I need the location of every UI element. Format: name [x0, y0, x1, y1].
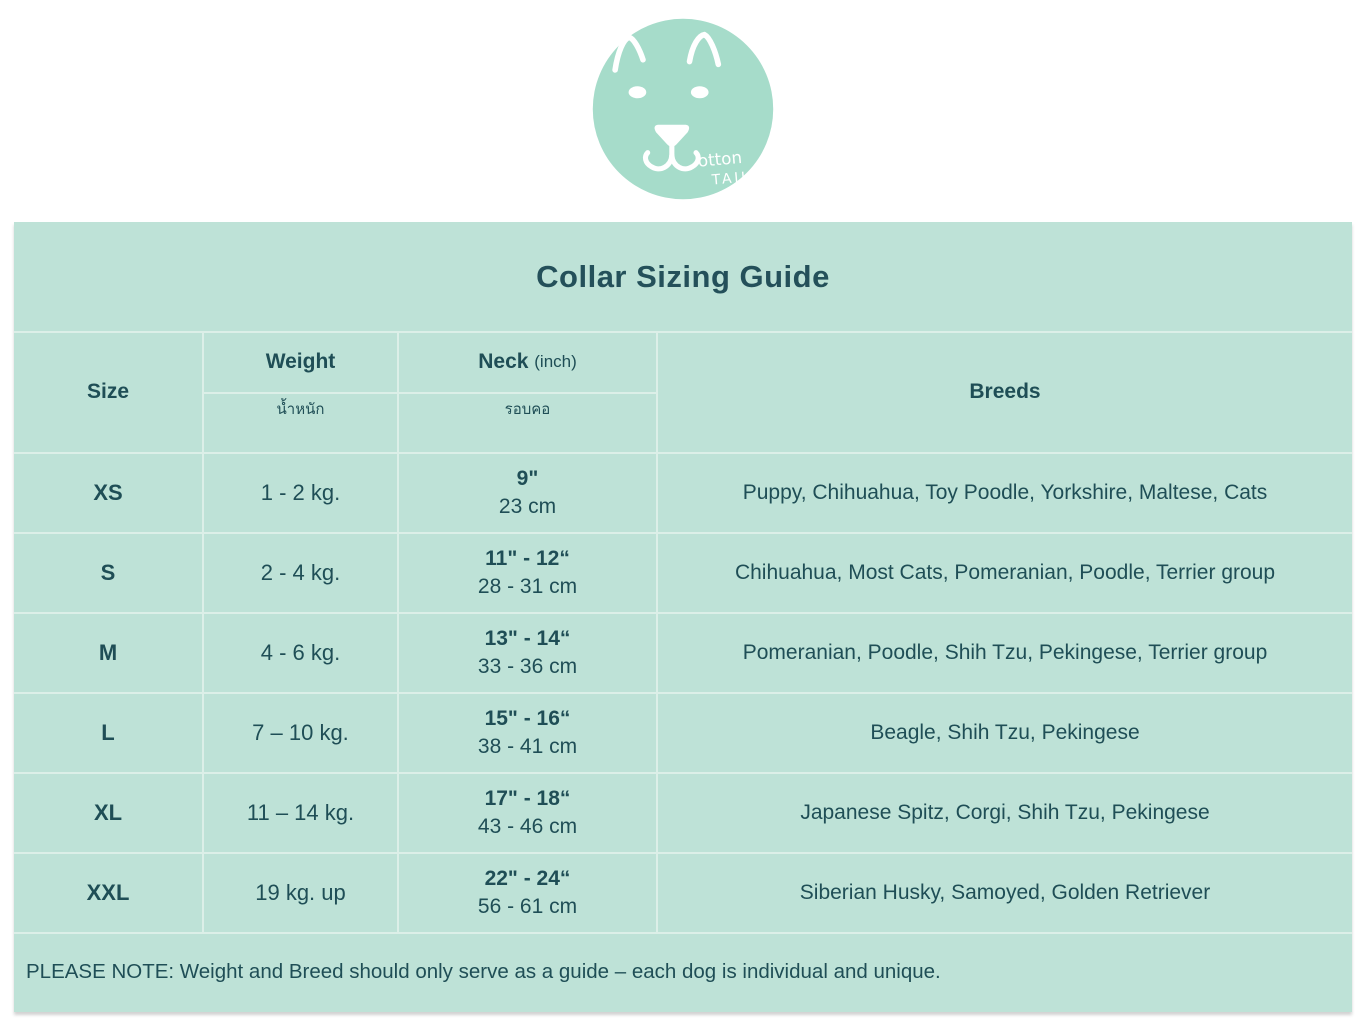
- breeds-cell: Siberian Husky, Samoyed, Golden Retriever: [656, 852, 1352, 932]
- weight-cell: 7 – 10 kg.: [202, 692, 397, 772]
- neck-centimeters: 43 - 46 cm: [477, 815, 578, 838]
- size-cell: M: [14, 612, 202, 692]
- breeds-cell: Japanese Spitz, Corgi, Shih Tzu, Pekingese: [656, 772, 1352, 852]
- neck-cell: [397, 772, 656, 852]
- size-cell: L: [14, 692, 202, 772]
- neck-inches: 17" - 18“: [484, 786, 571, 810]
- neck-cell: [397, 692, 656, 772]
- size-cell: S: [14, 532, 202, 612]
- note-text: PLEASE NOTE: Weight and Breed should only serve as a guide – each dog is individual and unique.: [14, 932, 1352, 1009]
- neck-inches: 11" - 12“: [485, 546, 570, 570]
- neck-cell: [397, 532, 656, 612]
- page-title: Collar Sizing Guide: [536, 258, 830, 294]
- logo-word-tail: TAIL: [711, 169, 753, 189]
- weight-cell: 4 - 6 kg.: [202, 612, 397, 692]
- size-cell: XL: [14, 772, 202, 852]
- neck-centimeters: 38 - 41 cm: [477, 735, 578, 758]
- col-header-breeds: Breeds: [656, 331, 1352, 452]
- neck-inches: 9": [516, 466, 539, 490]
- neck-inches: 13" - 14“: [484, 626, 571, 650]
- neck-centimeters: 28 - 31 cm: [477, 575, 578, 598]
- weight-cell: 2 - 4 kg.: [202, 532, 397, 612]
- weight-cell: 19 kg. up: [202, 852, 397, 932]
- weight-cell: 1 - 2 kg.: [202, 452, 397, 532]
- breeds-cell: Puppy, Chihuahua, Toy Poodle, Yorkshire, Maltese, Cats: [656, 452, 1352, 532]
- weight-header-label: Weight: [265, 350, 336, 374]
- neck-cell: [397, 612, 656, 692]
- sizing-guide-card: [14, 222, 1352, 1012]
- eye-left-icon: [629, 86, 647, 98]
- size-cell: XS: [14, 452, 202, 532]
- neck-centimeters: 23 cm: [498, 495, 557, 518]
- neck-centimeters: 56 - 61 cm: [477, 895, 578, 918]
- brand-logo: [590, 12, 776, 206]
- size-cell: XXL: [14, 852, 202, 932]
- breeds-cell: Beagle, Shih Tzu, Pekingese: [656, 692, 1352, 772]
- breeds-cell: Chihuahua, Most Cats, Pomeranian, Poodle, Terrier group: [656, 532, 1352, 612]
- logo-word-cotton: otton: [696, 146, 743, 171]
- eye-right-icon: [691, 86, 709, 98]
- neck-centimeters: 33 - 36 cm: [477, 655, 578, 678]
- neck-inches: 15" - 16“: [484, 706, 571, 730]
- breeds-cell: Pomeranian, Poodle, Shih Tzu, Pekingese, Terrier group: [656, 612, 1352, 692]
- neck-cell: [397, 452, 656, 532]
- sizing-table: [14, 331, 1352, 1009]
- neck-header-thai: รอบคอ: [504, 401, 551, 418]
- dog-face-icon: [590, 12, 776, 206]
- weight-header-thai: น้ำหนัก: [276, 401, 325, 418]
- col-header-weight: [202, 331, 397, 452]
- col-header-size: Size: [14, 331, 202, 452]
- neck-inches: 22" - 24“: [484, 866, 571, 890]
- weight-cell: 11 – 14 kg.: [202, 772, 397, 852]
- neck-header-unit: (inch): [534, 352, 577, 372]
- neck-cell: [397, 852, 656, 932]
- neck-header-label: Neck: [478, 350, 529, 374]
- col-header-neck: [397, 331, 656, 452]
